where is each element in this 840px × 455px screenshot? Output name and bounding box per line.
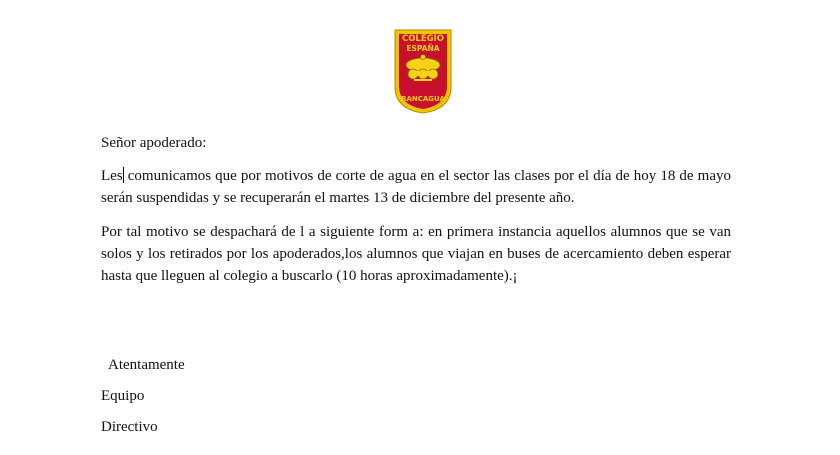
closing-line-3: Directivo: [101, 419, 158, 435]
greeting: Señor apoderado:: [101, 135, 207, 151]
closing-line-1: Atentamente: [108, 357, 185, 373]
logo-text-line1: COLEGIO: [401, 34, 445, 44]
logo-text-line3: RANCAGUA: [401, 95, 445, 103]
paragraph-1-rest: comunicamos que por motivos de corte de agua en el sector las clases por el día de hoy 18 de mayo serán suspendidas y se recuperarán el martes 13 de diciembre del presente año.: [101, 168, 731, 206]
paragraph-1[interactable]: [101, 165, 731, 209]
logo-text-line2: ESPAÑA: [406, 44, 440, 53]
closing-line-2: Equipo: [101, 388, 145, 404]
paragraph-1-start: Les: [101, 168, 123, 184]
paragraph-2: Por tal motivo se despachará de l a siguiente form a: en primera instancia aquellos alumnos que se van solos y los retirados por los apoderados,los alumnos que viajan en buses de acercamiento deben esperar hasta que lleguen al colegio a buscarlo (10 horas aproximadamente).¡: [101, 224, 731, 284]
school-crest-logo: [392, 27, 454, 115]
